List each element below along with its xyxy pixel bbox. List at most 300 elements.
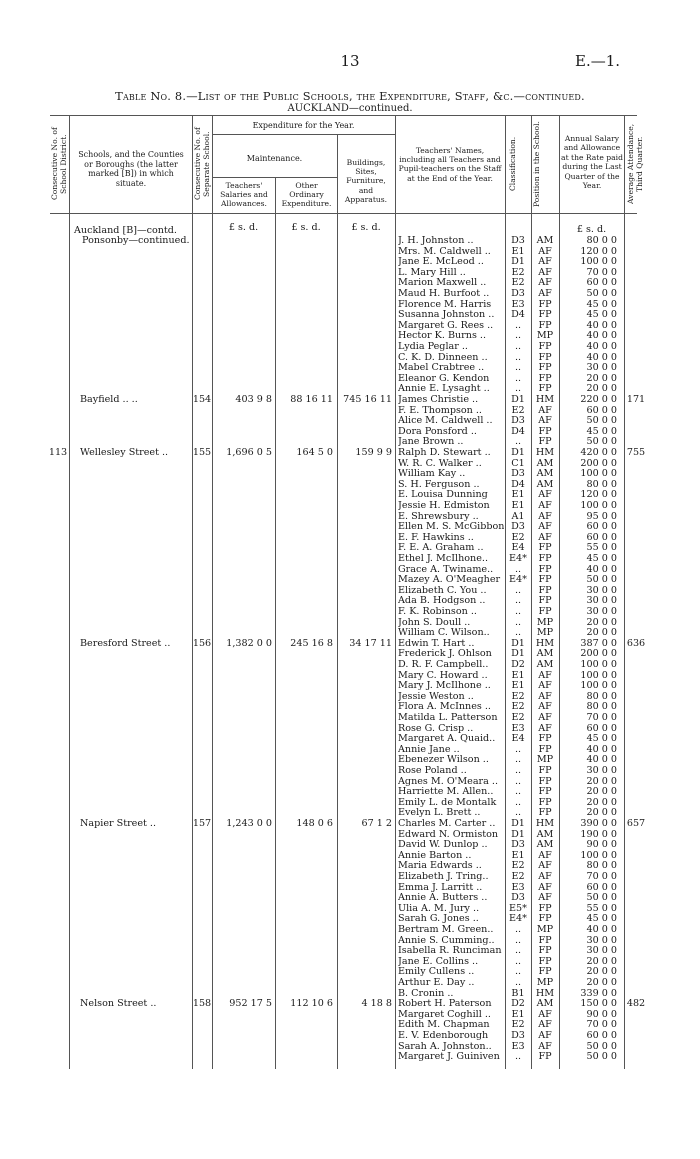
teacher-salary: 60 0 0 bbox=[586, 277, 617, 289]
teacher-classification: E3 bbox=[511, 722, 525, 734]
teacher-classification: E2 bbox=[511, 531, 525, 543]
teacher-classification: .. bbox=[514, 775, 522, 787]
teacher-position: FP bbox=[538, 775, 552, 787]
teacher-name: Rose G. Crisp .. bbox=[398, 723, 474, 734]
header-classification: Classification. bbox=[508, 136, 517, 192]
teacher-name: S. H. Ferguson .. bbox=[398, 479, 480, 490]
teacher-classification: E1 bbox=[511, 489, 525, 501]
other-expenditure-value: 88 16 11 bbox=[290, 394, 333, 405]
other-expenditure-value: 112 10 6 bbox=[290, 998, 333, 1010]
teacher-position: FP bbox=[538, 743, 552, 755]
teacher-name: William Kay .. bbox=[398, 469, 466, 480]
teacher-name: Ellen M. S. McGibbon bbox=[398, 522, 504, 533]
teacher-classification: .. bbox=[514, 743, 522, 755]
teacher-salary: 45 0 0 bbox=[586, 298, 617, 310]
teacher-classification: .. bbox=[514, 330, 522, 342]
school-no: 158 bbox=[192, 998, 212, 1010]
col-rule bbox=[337, 134, 338, 1069]
teacher-classification: D1 bbox=[511, 818, 525, 829]
teacher-position: FP bbox=[538, 902, 552, 914]
average-attendance: 755 bbox=[626, 447, 646, 458]
teacher-position: FP bbox=[538, 945, 552, 957]
teacher-classification: E5* bbox=[509, 902, 527, 914]
teacher-classification: C1 bbox=[511, 457, 525, 469]
teacher-salary: 190 0 0 bbox=[580, 828, 617, 840]
teacher-position: FP bbox=[538, 765, 552, 776]
teacher-classification: E2 bbox=[511, 277, 525, 289]
teacher-salary: 45 0 0 bbox=[586, 309, 617, 321]
teacher-classification: D1 bbox=[511, 447, 525, 458]
school-name: Bayfield .. .. bbox=[80, 394, 138, 405]
teacher-classification: D2 bbox=[511, 998, 525, 1010]
teacher-name: Maria Edwards .. bbox=[398, 861, 482, 872]
teacher-salary: 120 0 0 bbox=[580, 245, 617, 257]
teacher-salary: 120 0 0 bbox=[580, 489, 617, 501]
teacher-name: Matilda L. Patterson bbox=[398, 713, 498, 723]
teacher-name: Ebenezer Wilson .. bbox=[398, 755, 489, 766]
other-expenditure-value: 148 0 6 bbox=[296, 818, 333, 829]
teacher-classification: E4 bbox=[511, 733, 525, 745]
salaries-value: 403 9 8 bbox=[235, 394, 272, 405]
teacher-position: AM bbox=[536, 648, 554, 660]
teacher-name: L. Mary Hill .. bbox=[398, 267, 466, 278]
teacher-salary: 20 0 0 bbox=[586, 796, 617, 808]
teacher-position: HM bbox=[535, 637, 555, 649]
teacher-position: FP bbox=[538, 1051, 552, 1063]
teacher-classification: E1 bbox=[511, 669, 525, 681]
teacher-classification: .. bbox=[514, 1051, 522, 1063]
teacher-salary: 60 0 0 bbox=[586, 531, 617, 543]
header-maintenance: Maintenance. bbox=[246, 154, 303, 163]
teacher-name: Edwin T. Hart .. bbox=[398, 638, 475, 649]
teacher-name: Grace A. Twiname.. bbox=[398, 564, 494, 575]
buildings-value: 34 17 11 bbox=[349, 637, 392, 649]
teacher-position: MP bbox=[536, 977, 554, 988]
teacher-position: AM bbox=[536, 478, 554, 490]
col-rule bbox=[212, 115, 213, 1069]
other-expenditure-value: 245 16 8 bbox=[290, 637, 333, 649]
teacher-salary: 40 0 0 bbox=[586, 563, 617, 575]
teacher-classification: E1 bbox=[511, 849, 525, 861]
teacher-salary: 70 0 0 bbox=[586, 712, 617, 723]
teacher-name: E. V. Edenborough bbox=[398, 1031, 489, 1041]
teacher-position: FP bbox=[538, 584, 552, 596]
teacher-salary: 40 0 0 bbox=[586, 351, 617, 363]
table-top-rule bbox=[50, 115, 637, 116]
teacher-position: AF bbox=[538, 404, 552, 416]
teacher-classification: E4* bbox=[509, 913, 527, 925]
header-teachers: Teachers' Names, including all Teachers and Pupil-teachers on the Staff at the End of the Year. bbox=[398, 146, 502, 183]
teacher-position: AF bbox=[538, 256, 552, 268]
teacher-position: AF bbox=[538, 500, 552, 511]
teacher-position: FP bbox=[538, 351, 552, 363]
teacher-salary: 20 0 0 bbox=[586, 955, 617, 967]
teacher-name: Sarah G. Jones .. bbox=[398, 914, 479, 925]
teacher-name: Elizabeth J. Tring.. bbox=[398, 872, 489, 882]
teacher-name: E. Louisa Dunning bbox=[398, 490, 488, 501]
teacher-name: Rose Poland .. bbox=[398, 766, 467, 776]
teacher-salary: 50 0 0 bbox=[586, 892, 617, 904]
teacher-salary: 45 0 0 bbox=[586, 553, 617, 564]
teacher-position: AF bbox=[538, 510, 552, 522]
school-name: Wellesley Street .. bbox=[80, 447, 169, 458]
teacher-position: AM bbox=[536, 998, 554, 1010]
teacher-classification: E2 bbox=[511, 404, 525, 416]
teacher-classification: D1 bbox=[511, 828, 525, 840]
teacher-name: Agnes M. O'Meara .. bbox=[398, 776, 498, 787]
header-position: Position in the School. bbox=[532, 121, 541, 207]
teacher-name: Harriette M. Allen.. bbox=[398, 787, 494, 798]
header-district-no: Consecutive No. of School District. bbox=[50, 127, 68, 201]
teacher-name: Flora A. McInnes .. bbox=[398, 702, 491, 713]
teacher-salary: 70 0 0 bbox=[586, 266, 617, 278]
teacher-name: E. Shrewsbury .. bbox=[398, 511, 479, 522]
teacher-salary: 20 0 0 bbox=[586, 616, 617, 628]
teacher-salary: 55 0 0 bbox=[586, 542, 617, 554]
teacher-position: FP bbox=[538, 383, 552, 395]
teacher-classification: D3 bbox=[511, 468, 525, 480]
teacher-position: FP bbox=[538, 934, 552, 946]
teacher-salary: 90 0 0 bbox=[586, 1008, 617, 1020]
teacher-position: AF bbox=[538, 1040, 552, 1052]
teacher-salary: 30 0 0 bbox=[586, 765, 617, 776]
teacher-salary: 30 0 0 bbox=[586, 934, 617, 946]
school-name: Nelson Street .. bbox=[80, 998, 157, 1010]
teacher-name: F. E. Thompson .. bbox=[398, 405, 482, 416]
teacher-name: John S. Doull .. bbox=[398, 617, 471, 628]
teacher-name: B. Cronin .. bbox=[398, 988, 454, 999]
page-number: 13 bbox=[340, 52, 360, 70]
teacher-salary: 60 0 0 bbox=[586, 881, 617, 893]
teacher-classification: E1 bbox=[511, 245, 525, 257]
school-name: Beresford Street .. bbox=[80, 637, 171, 649]
teacher-salary: 70 0 0 bbox=[586, 871, 617, 882]
teacher-name: Margaret G. Rees .. bbox=[398, 320, 494, 331]
teacher-classification: .. bbox=[514, 966, 522, 978]
teacher-name: Edith M. Chapman bbox=[398, 1020, 490, 1031]
teacher-position: AM bbox=[536, 659, 554, 670]
header-schools: Schools, and the Counties or Boroughs (the latter marked [B]) in which situate. bbox=[78, 150, 184, 188]
table-title: Table No. 8.—List of the Public Schools, the Expenditure, Staff, &c.—continued. bbox=[115, 89, 585, 103]
teacher-position: AF bbox=[538, 245, 552, 257]
units-buildings: £ s. d. bbox=[351, 222, 381, 233]
teacher-name: Dora Ponsford .. bbox=[398, 426, 477, 437]
teacher-position: FP bbox=[538, 563, 552, 575]
units-salaries: £ s. d. bbox=[228, 222, 259, 233]
teacher-name: Ralph D. Stewart .. bbox=[398, 448, 491, 458]
teacher-position: AM bbox=[536, 839, 554, 851]
teacher-classification: A1 bbox=[511, 510, 525, 522]
teacher-classification: .. bbox=[514, 627, 522, 639]
teacher-position: MP bbox=[536, 330, 554, 342]
teacher-position: MP bbox=[536, 754, 554, 766]
teacher-position: AF bbox=[538, 415, 552, 427]
teacher-name: Jessie H. Edmiston bbox=[398, 501, 490, 511]
teacher-salary: 339 0 0 bbox=[580, 987, 617, 999]
teacher-position: FP bbox=[538, 553, 552, 564]
page-reference: E.—1. bbox=[575, 52, 621, 70]
teacher-classification: E1 bbox=[511, 1008, 525, 1020]
teacher-name: Bertram M. Green.. bbox=[398, 925, 494, 935]
teacher-salary: 30 0 0 bbox=[586, 584, 617, 596]
col-rule bbox=[192, 115, 193, 1069]
expenditure-rule bbox=[212, 134, 395, 135]
teacher-name: J. H. Johnston .. bbox=[398, 236, 474, 246]
teacher-classification: .. bbox=[514, 341, 522, 352]
teacher-name: Mabel Crabtree .. bbox=[398, 363, 485, 374]
teacher-position: HM bbox=[535, 447, 555, 458]
teacher-classification: .. bbox=[514, 383, 522, 395]
header-salaries: Teachers' Salaries and Allowances. bbox=[220, 181, 268, 209]
teacher-salary: 20 0 0 bbox=[586, 786, 617, 798]
teacher-classification: D1 bbox=[511, 256, 525, 268]
teacher-position: FP bbox=[538, 966, 552, 978]
col-rule bbox=[395, 115, 396, 1069]
teacher-salary: 90 0 0 bbox=[586, 839, 617, 851]
teacher-salary: 100 0 0 bbox=[580, 500, 617, 511]
teacher-position: AF bbox=[538, 531, 552, 543]
teacher-salary: 30 0 0 bbox=[586, 606, 617, 617]
teacher-classification: .. bbox=[514, 606, 522, 617]
teacher-name: Edward N. Ormiston bbox=[398, 829, 499, 840]
salaries-value: 1,696 0 5 bbox=[226, 447, 272, 458]
teacher-name: Jessie Weston .. bbox=[398, 691, 474, 702]
teacher-classification: D3 bbox=[511, 235, 525, 246]
teacher-position: HM bbox=[535, 987, 555, 999]
teacher-position: AF bbox=[538, 669, 552, 681]
teacher-name: Annie E. Lysaght .. bbox=[398, 384, 490, 395]
teacher-name: Margaret J. Guiniven bbox=[398, 1052, 500, 1063]
teacher-classification: B1 bbox=[511, 987, 525, 999]
teacher-salary: 220 0 0 bbox=[580, 394, 617, 405]
teacher-name: W. R. C. Walker .. bbox=[398, 458, 482, 469]
teacher-name: Ethel J. McIlhone.. bbox=[398, 554, 488, 564]
school-no: 156 bbox=[192, 637, 212, 649]
teacher-salary: 20 0 0 bbox=[586, 977, 617, 988]
teacher-classification: .. bbox=[514, 945, 522, 957]
teacher-classification: .. bbox=[514, 372, 522, 384]
teacher-classification: E2 bbox=[511, 712, 525, 723]
teacher-salary: 30 0 0 bbox=[586, 595, 617, 607]
school-no: 155 bbox=[192, 447, 212, 458]
teacher-salary: 390 0 0 bbox=[580, 818, 617, 829]
other-expenditure-value: 164 5 0 bbox=[296, 447, 333, 458]
teacher-salary: 40 0 0 bbox=[586, 754, 617, 766]
teacher-name: Maud H. Burfoot .. bbox=[398, 289, 490, 299]
teacher-salary: 30 0 0 bbox=[586, 362, 617, 374]
teacher-classification: E2 bbox=[511, 860, 525, 872]
buildings-value: 745 16 11 bbox=[343, 394, 392, 405]
teacher-name: Annie Jane .. bbox=[398, 744, 460, 755]
school-continuation: Ponsonby—continued. bbox=[82, 235, 190, 246]
teacher-name: Charles M. Carter .. bbox=[398, 819, 496, 829]
teacher-name: Margaret A. Quaid.. bbox=[398, 734, 496, 745]
teacher-classification: D3 bbox=[511, 892, 525, 904]
teacher-salary: 200 0 0 bbox=[580, 648, 617, 660]
teacher-position: MP bbox=[536, 616, 554, 628]
teacher-name: Mary C. Howard .. bbox=[398, 670, 488, 681]
teacher-position: AF bbox=[538, 1008, 552, 1020]
teacher-name: Eleanor G. Kendon bbox=[398, 373, 490, 384]
teacher-name: Jane E. McLeod .. bbox=[398, 257, 484, 268]
teacher-salary: 50 0 0 bbox=[586, 288, 617, 299]
teacher-salary: 20 0 0 bbox=[586, 372, 617, 384]
teacher-name: Evelyn L. Brett .. bbox=[398, 808, 481, 819]
teacher-position: AF bbox=[538, 881, 552, 893]
teacher-name: Annie S. Cumming.. bbox=[398, 935, 495, 946]
district-no: 113 bbox=[48, 447, 68, 458]
buildings-value: 4 18 8 bbox=[361, 998, 392, 1010]
average-attendance: 171 bbox=[626, 394, 646, 405]
teacher-classification: D3 bbox=[511, 1030, 525, 1041]
teacher-salary: 70 0 0 bbox=[586, 1019, 617, 1031]
salaries-value: 1,243 0 0 bbox=[226, 818, 272, 829]
header-annual: Annual Salary and Allowance at the Rate paid during the Last Quarter of the Year. bbox=[561, 134, 623, 191]
units-other: £ s. d. bbox=[291, 222, 321, 233]
teacher-position: FP bbox=[538, 733, 552, 745]
teacher-classification: .. bbox=[514, 977, 522, 988]
units-annual: £ s. d. bbox=[576, 224, 607, 235]
school-no: 157 bbox=[192, 818, 212, 829]
teacher-name: Mary J. McIlhone .. bbox=[398, 681, 491, 692]
teacher-salary: 50 0 0 bbox=[586, 415, 617, 427]
teacher-salary: 45 0 0 bbox=[586, 733, 617, 745]
average-attendance: 636 bbox=[626, 637, 646, 649]
teacher-salary: 45 0 0 bbox=[586, 425, 617, 437]
teacher-name: Sarah A. Johnston.. bbox=[398, 1041, 492, 1052]
teacher-salary: 40 0 0 bbox=[586, 341, 617, 352]
table-subtitle: AUCKLAND—continued. bbox=[287, 103, 413, 114]
teacher-name: Emily L. de Montalk bbox=[398, 797, 497, 808]
teacher-salary: 200 0 0 bbox=[580, 457, 617, 469]
teacher-position: FP bbox=[538, 362, 552, 374]
col-rule bbox=[624, 115, 625, 1069]
teacher-position: HM bbox=[535, 818, 555, 829]
teacher-position: AF bbox=[538, 849, 552, 861]
teacher-position: AF bbox=[538, 266, 552, 278]
teacher-salary: 100 0 0 bbox=[580, 669, 617, 681]
teacher-position: FP bbox=[538, 786, 552, 798]
average-attendance: 482 bbox=[626, 998, 646, 1010]
teacher-salary: 40 0 0 bbox=[586, 743, 617, 755]
teacher-name: James Christie .. bbox=[398, 395, 479, 405]
teacher-classification: .. bbox=[514, 955, 522, 967]
teacher-classification: .. bbox=[514, 584, 522, 596]
school-no: 154 bbox=[192, 394, 212, 405]
teacher-salary: 100 0 0 bbox=[580, 256, 617, 268]
teacher-name: D. R. F. Campbell.. bbox=[398, 660, 489, 670]
teacher-salary: 55 0 0 bbox=[586, 902, 617, 914]
teacher-position: FP bbox=[538, 955, 552, 967]
teacher-classification: .. bbox=[514, 362, 522, 374]
teacher-salary: 150 0 0 bbox=[580, 998, 617, 1010]
teacher-position: FP bbox=[538, 542, 552, 554]
teacher-classification: E3 bbox=[511, 1040, 525, 1052]
teacher-salary: 20 0 0 bbox=[586, 966, 617, 978]
teacher-classification: D3 bbox=[511, 839, 525, 851]
teacher-position: FP bbox=[538, 436, 552, 448]
teacher-salary: 50 0 0 bbox=[586, 1051, 617, 1063]
teacher-position: AM bbox=[536, 828, 554, 840]
salaries-value: 952 17 5 bbox=[229, 998, 272, 1010]
teacher-classification: D3 bbox=[511, 288, 525, 299]
teacher-classification: E1 bbox=[511, 500, 525, 511]
teacher-salary: 45 0 0 bbox=[586, 913, 617, 925]
teacher-classification: .. bbox=[514, 319, 522, 331]
teacher-salary: 100 0 0 bbox=[580, 680, 617, 692]
school-name: Napier Street .. bbox=[80, 818, 157, 829]
teacher-name: Alice M. Caldwell .. bbox=[398, 416, 493, 427]
teacher-salary: 100 0 0 bbox=[580, 659, 617, 670]
teacher-salary: 60 0 0 bbox=[586, 1030, 617, 1041]
teacher-classification: E2 bbox=[511, 701, 525, 713]
teacher-position: MP bbox=[536, 627, 554, 639]
teacher-name: Arthur E. Day .. bbox=[398, 978, 475, 988]
teacher-classification: D4 bbox=[511, 478, 525, 490]
teacher-position: AF bbox=[538, 277, 552, 289]
teacher-classification: .. bbox=[514, 807, 522, 819]
teacher-name: C. K. D. Dinneen .. bbox=[398, 352, 488, 363]
teacher-name: Jane Brown .. bbox=[398, 437, 464, 448]
teacher-position: FP bbox=[538, 606, 552, 617]
buildings-value: 159 9 9 bbox=[355, 447, 392, 458]
teacher-position: AF bbox=[538, 521, 552, 533]
header-expenditure: Expenditure for the Year. bbox=[252, 121, 355, 130]
teacher-name: Mrs. M. Caldwell .. bbox=[398, 246, 491, 257]
teacher-salary: 40 0 0 bbox=[586, 924, 617, 935]
header-buildings: Buildings, Sites, Furniture, and Apparatus. bbox=[344, 158, 388, 204]
teacher-position: AF bbox=[538, 1019, 552, 1031]
teacher-salary: 100 0 0 bbox=[580, 468, 617, 480]
teacher-name: Ulia A. M. Jury .. bbox=[398, 903, 480, 914]
teacher-position: MP bbox=[536, 924, 554, 935]
teacher-classification: D3 bbox=[511, 521, 525, 533]
teacher-position: AM bbox=[536, 235, 554, 246]
teacher-classification: D1 bbox=[511, 637, 525, 649]
teacher-position: FP bbox=[538, 574, 552, 586]
teacher-position: FP bbox=[538, 595, 552, 607]
teacher-name: Hector K. Burns .. bbox=[398, 331, 487, 342]
teacher-salary: 20 0 0 bbox=[586, 807, 617, 819]
teacher-name: Margaret Coghill .. bbox=[398, 1009, 491, 1020]
average-attendance: 657 bbox=[626, 818, 646, 829]
teacher-name: Jane E. Collins .. bbox=[398, 956, 479, 967]
teacher-name: Robert H. Paterson bbox=[398, 999, 492, 1010]
teacher-classification: .. bbox=[514, 934, 522, 946]
teacher-position: AM bbox=[536, 468, 554, 480]
teacher-name: Annie Barton .. bbox=[398, 850, 472, 861]
salaries-value: 1,382 0 0 bbox=[226, 637, 272, 649]
teacher-classification: .. bbox=[514, 595, 522, 607]
teacher-classification: E4* bbox=[509, 553, 527, 564]
header-other: Other Ordinary Expenditure. bbox=[281, 181, 332, 209]
teacher-salary: 60 0 0 bbox=[586, 722, 617, 734]
teacher-classification: .. bbox=[514, 924, 522, 935]
teacher-name: Susanna Johnston .. bbox=[398, 310, 495, 321]
teacher-position: AF bbox=[538, 288, 552, 299]
teacher-classification: D1 bbox=[511, 648, 525, 660]
teacher-salary: 420 0 0 bbox=[580, 447, 617, 458]
teacher-position: AF bbox=[538, 701, 552, 713]
teacher-position: AF bbox=[538, 680, 552, 692]
teacher-position: FP bbox=[538, 425, 552, 437]
teacher-position: AF bbox=[538, 1030, 552, 1041]
teacher-position: AF bbox=[538, 690, 552, 702]
teacher-position: AF bbox=[538, 712, 552, 723]
teacher-classification: .. bbox=[514, 765, 522, 776]
teacher-name: David W. Dunlop .. bbox=[398, 840, 488, 851]
teacher-name: Isabella R. Runciman bbox=[398, 946, 502, 957]
